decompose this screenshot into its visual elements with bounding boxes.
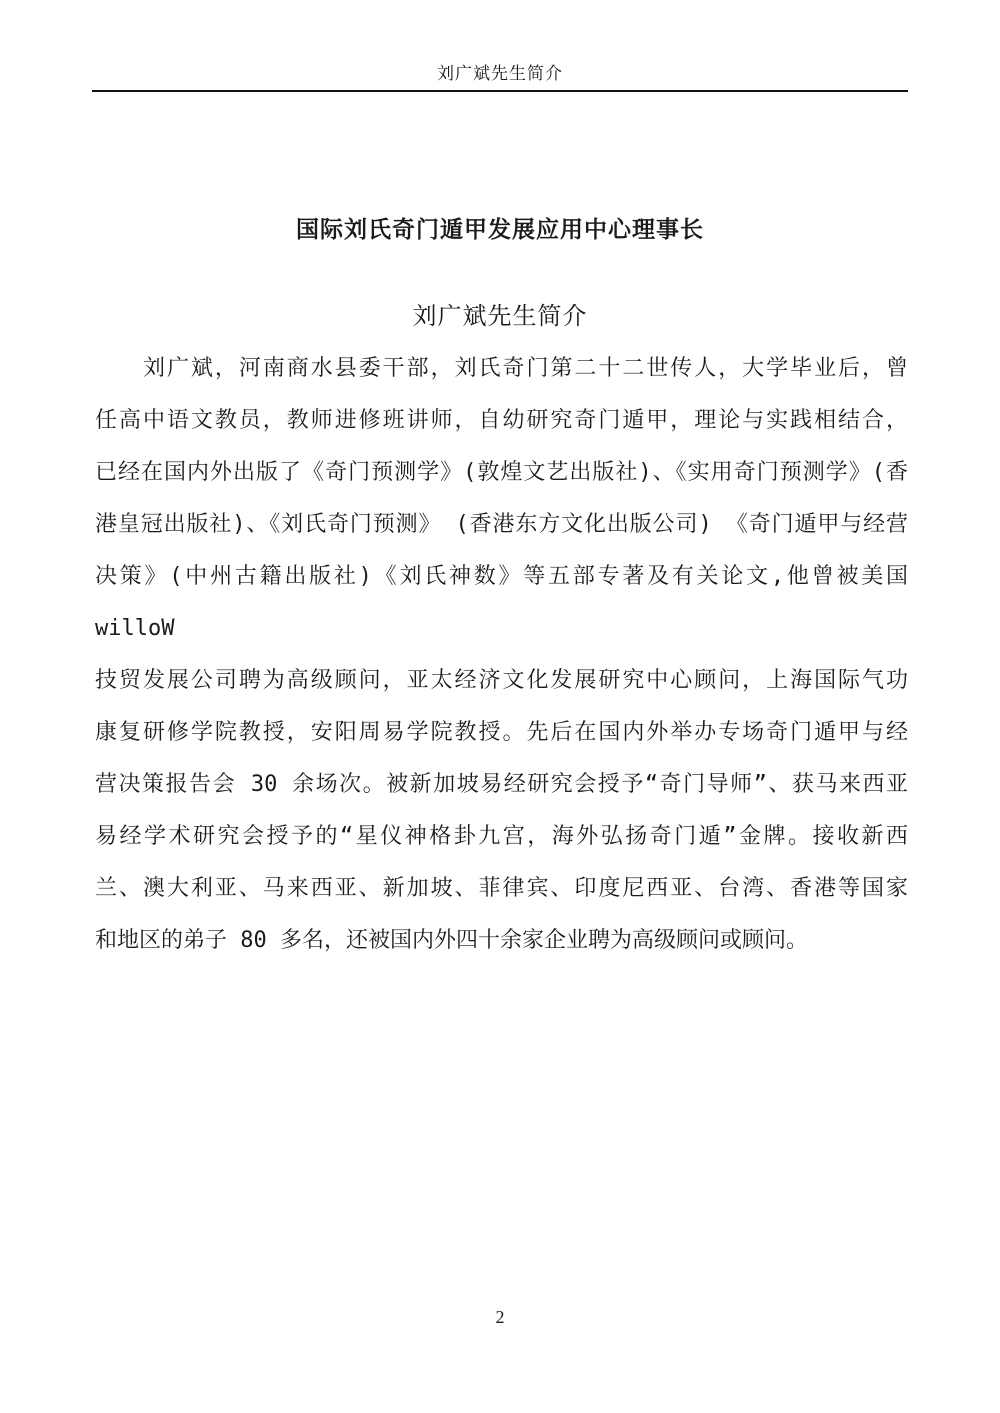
page-number: 2 <box>495 1307 505 1327</box>
body-line: 康复研修学院教授，安阳周易学院教授。先后在国内外举办专场奇门遁甲与经 <box>95 720 908 745</box>
body-line: 技贸发展公司聘为高级顾问，亚太经济文化发展研究中心顾问，上海国际气功 <box>95 668 908 693</box>
body-line: 兰、澳大利亚、马来西亚、新加坡、菲律宾、印度尼西亚、台湾、香港等国家 <box>95 876 908 901</box>
body-line: 任高中语文教员，教师进修班讲师，自幼研究奇门遁甲，理论与实践相结合， <box>95 408 908 433</box>
body-line: 港皇冠出版社)、《刘氏奇门预测》 (香港东方文化出版公司) 《奇门遁甲与经营 <box>95 512 908 537</box>
body-line: 营决策报告会 30 余场次。被新加坡易经研究会授予“奇门导师”、获马来西亚 <box>95 772 908 797</box>
body-line: 和地区的弟子 80 多名，还被国内外四十余家企业聘为高级顾问或顾问。 <box>95 928 808 953</box>
body-line: 已经在国内外出版了《奇门预测学》(敦煌文艺出版社)、《实用奇门预测学》(香 <box>95 460 908 485</box>
body-line: 决策》(中州古籍出版社)《刘氏神数》等五部专著及有关论文,他曾被美国 willoW <box>95 564 908 641</box>
body-line: 易经学术研究会授予的“星仪神格卦九宫，海外弘扬奇门遁”金牌。接收新西 <box>95 824 908 849</box>
page-header: 刘广斌先生简介 <box>437 64 563 83</box>
body-line: 刘广斌，河南商水县委干部，刘氏奇门第二十二世传人，大学毕业后，曾 <box>143 356 908 381</box>
document-title: 国际刘氏奇门遁甲发展应用中心理事长 <box>296 217 704 242</box>
header-rule <box>92 90 908 92</box>
body-paragraph <box>95 343 908 967</box>
document-subtitle: 刘广斌先生简介 <box>412 304 588 330</box>
